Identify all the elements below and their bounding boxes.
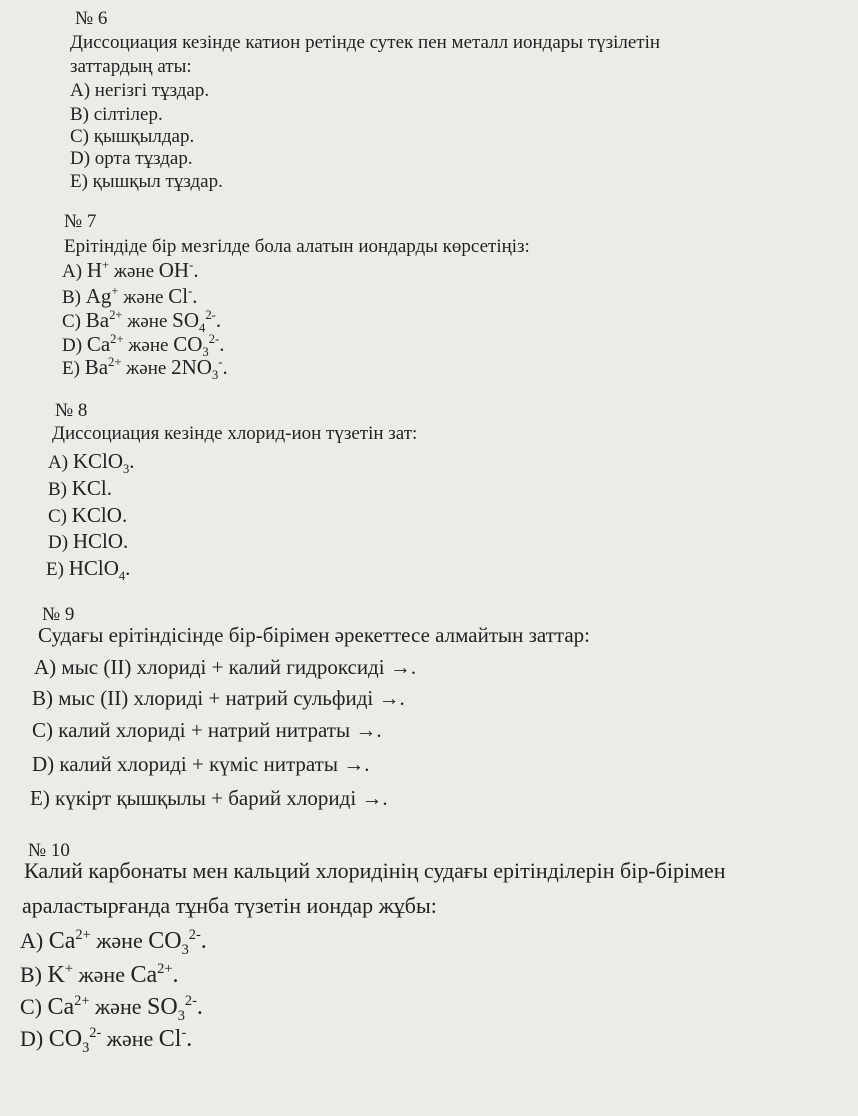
- option-c: С) калий хлориді + натрий нитраты →.: [32, 718, 382, 742]
- ion-formula: $2NO_3^-$.: [171, 355, 228, 383]
- option-d: D) $Ca^{2+}$ және $CO_3^{2-}$.: [62, 332, 225, 360]
- ion-formula: $CO_3^{2-}$: [48, 1025, 102, 1056]
- option-b: В) K+ және $Ca^{2+}$.: [20, 961, 179, 988]
- question-number: № 7: [64, 211, 97, 232]
- question-number: № 10: [28, 840, 70, 861]
- ion-formula: K+: [47, 961, 73, 988]
- ion-formula: $CO_3^{2-}$.: [173, 332, 225, 360]
- option-c: С) KClO.: [48, 503, 128, 527]
- ion-formula: $Ca^{2+}$: [48, 927, 91, 954]
- question-stem: Диссоциация кезінде катион ретінде сутек пен металл иондары түзілетін: [70, 32, 661, 53]
- ion-formula: $SO_3^{2-}$.: [147, 993, 203, 1024]
- option-c: С) $Ca^{2+}$ және $SO_3^{2-}$.: [20, 993, 203, 1024]
- option-b: В) Ag+ және Cl-.: [62, 284, 198, 308]
- ion-formula: $Ca^{2+}$: [47, 993, 90, 1020]
- question-stem: араластырғанда тұнба түзетін иондар жұбы:: [22, 893, 437, 918]
- formula: HClO$_4$.: [68, 556, 131, 584]
- option-a: А) $Ca^{2+}$ және $CO_3^{2-}$.: [20, 927, 207, 958]
- question-stem: Ерітіндіде бір мезгілде бола алатын иондарды көрсетіңіз:: [64, 236, 530, 257]
- formula: KClO$_3$.: [72, 449, 135, 477]
- ion-formula: Cl-.: [158, 1025, 193, 1052]
- question-stem: Судағы ерітіндісінде бір-бірімен әрекеттесе алмайтын заттар:: [38, 623, 590, 647]
- question-stem: заттардың аты:: [70, 56, 192, 77]
- option-b: В) KCl.: [48, 476, 113, 500]
- option-e: Е) күкірт қышқылы + барий хлориді →.: [30, 786, 388, 810]
- option-e: Е) HClO$_4$.: [46, 556, 131, 584]
- option-b: В) мыс (II) хлориді + натрий сульфиді →.: [32, 686, 405, 710]
- ion-formula: $Ba^{2+}$: [84, 355, 122, 379]
- ion-formula: $CO_3^{2-}$.: [148, 927, 207, 958]
- ion-formula: $Ca^{2+}$: [86, 332, 124, 356]
- option-a: А) негізгі тұздар.: [70, 80, 210, 101]
- option-b: В) сілтілер.: [70, 104, 163, 125]
- ion-formula: $SO_4^{2-}$.: [172, 308, 222, 336]
- formula: HClO.: [72, 529, 129, 553]
- question-stem: Калий карбонаты мен кальций хлоридінің судағы ерітінділерін бір-бірімен: [24, 858, 726, 883]
- formula: KCl.: [71, 476, 113, 500]
- formula: KClO.: [71, 503, 128, 527]
- option-a: А) мыс (II) хлориді + калий гидроксиді →.: [34, 655, 417, 679]
- option-c: С) қышқылдар.: [70, 126, 195, 147]
- option-d: D) калий хлориді + күміс нитраты →.: [32, 752, 370, 776]
- question-number: № 8: [55, 400, 88, 421]
- ion-formula: H+: [86, 258, 110, 282]
- option-a: А) KClO$_3$.: [48, 449, 135, 477]
- question-number: № 9: [42, 604, 75, 625]
- question-stem: Диссоциация кезінде хлорид-ион түзетін зат:: [52, 423, 418, 444]
- ion-formula: $Ca^{2+}$.: [130, 961, 179, 988]
- option-e: Е) қышқыл тұздар.: [70, 171, 223, 192]
- question-number: № 6: [75, 8, 108, 29]
- option-e: Е) $Ba^{2+}$ және $2NO_3^-$.: [62, 355, 228, 383]
- ion-formula: Ag+: [85, 284, 119, 308]
- option-c: С) $Ba^{2+}$ және $SO_4^{2-}$.: [62, 308, 222, 336]
- option-d: D) HClO.: [48, 529, 129, 553]
- ion-formula: $Ba^{2+}$: [85, 308, 123, 332]
- option-d: D) $CO_3^{2-}$ және Cl-.: [20, 1025, 193, 1056]
- ion-formula: OH-.: [158, 258, 199, 282]
- option-d: D) орта тұздар.: [70, 148, 193, 169]
- option-a: А) H+ және OH-.: [62, 258, 199, 282]
- ion-formula: Cl-.: [168, 284, 198, 308]
